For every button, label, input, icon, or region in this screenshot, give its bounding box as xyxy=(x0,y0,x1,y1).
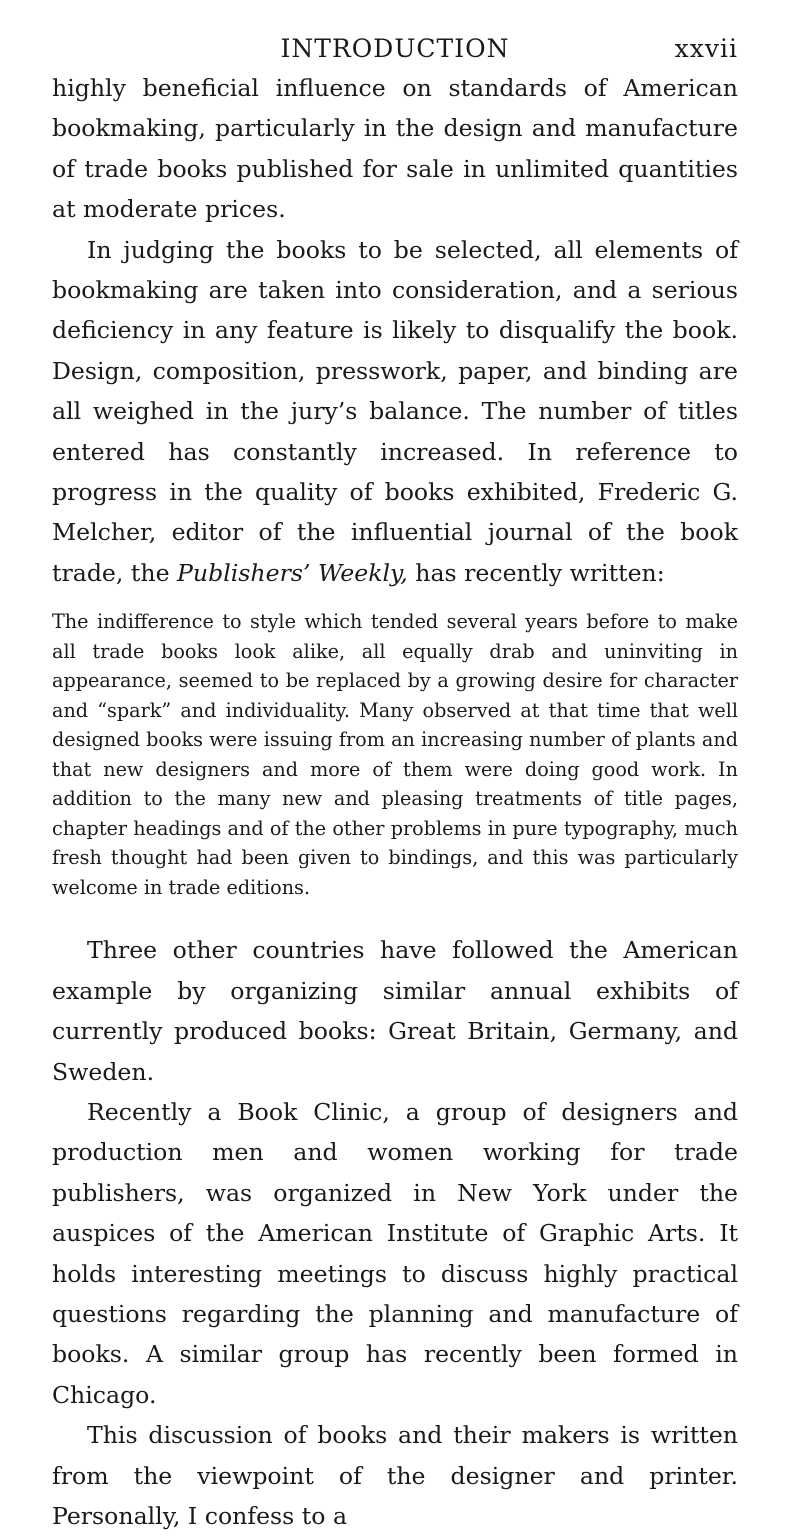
paragraph-text-end: has recently written: xyxy=(407,558,665,587)
paragraph-text: Three other countries have followed the American example by organizing similar annual exhibits of currently produced books: Great Britain, Germany, and Sweden. xyxy=(52,936,738,1086)
paragraph-text: Recently a Book Clinic, a group of designers and production men and women working for trade publishers, was organized in New York under the auspices of the American Institute of Graphic Arts. It holds interesting meetings to discuss highly practical questions regarding the planning and manufacture of books. A similar group has recently been formed in Chicago. xyxy=(52,1097,738,1409)
paragraph-text: In judging the books to be selected, all elements of bookmaking are taken into consideration, and a serious deficiency in any feature is likely to disqualify the book. Design, composition, presswork, paper, and binding are all weighed in the jury’s balance. The number of titles entered has constantly increased. In reference to progress in the quality of books exhibited, Frederic G. Melcher, editor of the influential journal of the book trade, the xyxy=(52,235,738,587)
page-number: xxvii xyxy=(674,34,738,63)
book-page xyxy=(52,28,738,1536)
paragraph-judging xyxy=(52,230,738,594)
paragraph-book-clinic xyxy=(52,1092,738,1415)
paragraph-countries xyxy=(52,930,738,1092)
paragraph-discussion xyxy=(52,1415,738,1536)
paragraph-text: This discussion of books and their makers is written from the viewpoint of the designer and printer. Personally, I confess to a xyxy=(52,1421,738,1530)
paragraph-continued xyxy=(52,68,738,230)
block-quote xyxy=(52,607,738,902)
quote-text: The indifference to style which tended several years before to make all trade books look alike, all equally drab and uninviting in appearance, seemed to be replaced by a growing desire for character and “spark” and individuality. Many observed at that time that well designed books were issuing from an increasing number of plants and that new designers and more of them were doing good work. In addition to the many new and pleasing treatments of title pages, chapter headings and of the other problems in pure typography, much fresh thought had been given to bindings, and this was particularly welcome in trade editions. xyxy=(52,610,738,899)
journal-title: Publishers’ Weekly, xyxy=(177,558,408,587)
running-head xyxy=(52,28,738,68)
running-head-title: INTRODUCTION xyxy=(280,34,510,63)
paragraph-text: highly beneficial influence on standards of American bookmaking, particularly in the design and manufacture of trade books published for sale in unlimited quantities at moderate prices. xyxy=(52,74,738,224)
